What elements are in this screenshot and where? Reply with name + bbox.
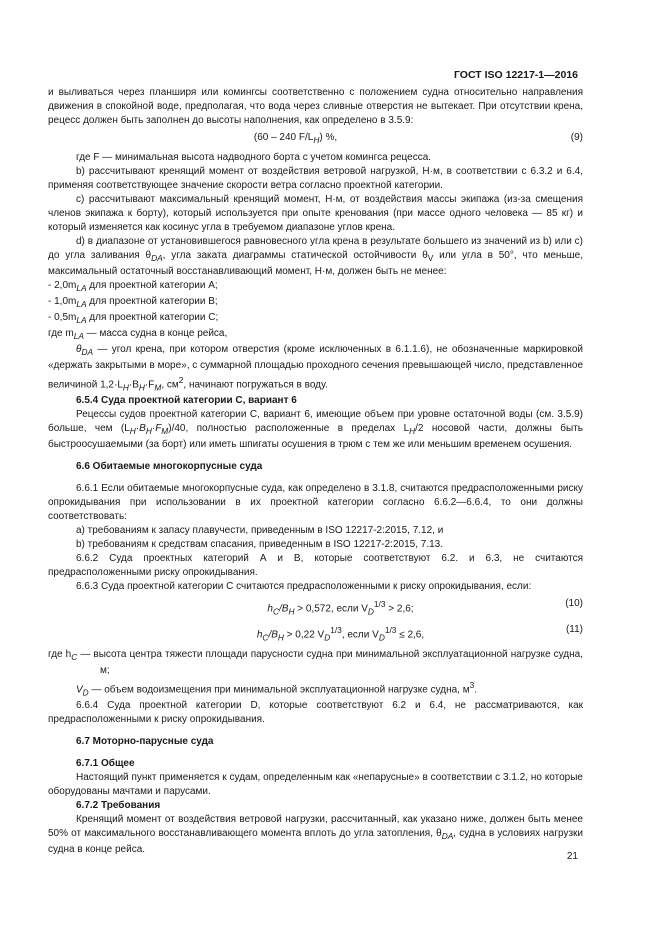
formula-9: (60 – 240 $F/L_H$) %, (9) [253, 132, 583, 145]
section-heading: 6.6 Обитаемые многокорпусные суда [76, 461, 263, 473]
section-heading: 6.7 Моторно-парусные суда [76, 736, 214, 748]
list-item: - $0,5m_{LA}$ для проектной категории С; [48, 312, 219, 325]
list-item: - $2,0m_{LA}$ для проектной категории А; [48, 280, 218, 293]
subsection-heading: 6.7.1 Общее [76, 758, 135, 770]
paragraph-intro: и выливаться через планширя или комингсы соответственно с положением судна относительно направления движения в спокойной воде, предполагая, что вода через сливные отверстия не вытекает. При отсутствии крена, рецесс должен быть заполнен до высоты наполнения, как определено в 3.5.9: [48, 87, 583, 126]
subsection-heading: 6.7.2 Требования [76, 800, 161, 812]
list-item: - $1,0m_{LA}$ для проектной категории В; [48, 296, 218, 309]
item-d: d) в диапазоне от установившегося равновесного угла крена в результате большего из значений из b) или c) до угла заливания $\theta_{DA}$, угла заката диаграммы статической остойчивости $\theta_V$ или угла в 50°, что меньше, максимальный остаточный восстанавливающий момент, Н·м, должен быть не менее: [48, 236, 583, 277]
page-body: и выливаться через планширя или комингсы соответственно с положением судна относительно направления движения в спокойной воде, предполагая, что вода через сливные отверстия не вытекает. При отсутствии крена, рецесс должен быть заполнен до высоты наполнения, как определено в 3.5.9: (60 – 240 $F/L_H$) %, (9) где F — минимальная высота надводного борта с учетом комингса рецесса. b) рассчитывают кренящий момент от воздействия ветровой нагрузкой, Н·м, в соответствии с 6.3.2 и 6.4, применяя соответствующее значение скорости ветра согласно проектной категории. c) рассчитывают максимальный кренящий момент, Н·м, от воздействия массы экипажа (из-за смещения членов экипажа к борту), который используется при опыте кренования (при массе одного человека — 85 кг) и который изменяется как косинус угла в требуемом диапазоне углов крена. d) в диапазоне от установившегося равновесного угла крена в результате большего из значений из b) или c) до угла заливания $\theta_{DA}$, угла заката диаграммы статической остойчивости $\theta_V$ или угла в 50°, что меньше, максимальный остаточный восстанавливающий момент, Н·м, должен быть не менее: - $2,0m_{LA}$ для проектной категории А; - $1,0m_{LA}$ для проектной категории В; - $0,5m_{LA}$ для проектной категории С; где $m_{LA}$ — масса судна в конце рейса, $\theta_{DA}$ — угол крена, при котором отверстия (кроме исключенных в 6.1.1.6), не обозначенные маркировкой «держать закрытыми в море», с суммарной площадью проходного сечения превышающей число, представленное величиной $1,2\cdot L_H\cdot B_H\cdot F_M$, $см^2$, начинают погружаться в воду. 6.5.4 Суда проектной категории С, вариант 6 Рецессы судов проектной категории С, вариант 6, имеющие объем при уровне остаточной воды (см. 3.5.9) больше, чем $(L_H\cdot B_H\cdot F_M)/40$, полностью расположенные в пределах $L_H/2$ носовой части, должны быть быстроосушаемыми (за борт) или иметь шпигаты осушения в трюм с тем же или меньшим временем осушения. 6.6 Обитаемые многокорпусные суда 6.6.1 Если обитаемые многокорпусные суда, как определено в 3.1.8, считаются предрасположенными риску опрокидывания при использовании в их проектной категории согласно 6.6.2—6.6.4, то они должны соответствовать: a) требованиям к запасу плавучести, приведенным в ISO 12217-2:2015, 7.12, и b) требованиям к средствам спасания, приведенным в ISO 12217-2:2015, 7.13. 6.6.2 Суда проектных категорий А и В, которые соответствуют 6.2. и 6.3, не считаются предрасположенными риску опрокидывания. 6.6.3 Суда проектной категории С считаются предрасположенными к риску опрокидывания, если: $h_C/B_H > 0,572$, если $V_D^{1/3} > 2,6$; (10) $h_C/B_H > 0,22$ $V_D^{1/3}$, если $V_D^{1/3} \le 2,6$, (11) где $h_C$ — высота центра тяжести площади парусности судна при минимальной эксплуатационной нагрузке судна, м; $V_D$ — объем водоизмещения при минимальной эксплуатационной нагрузке судна, $м^3$. 6.6.4 Суда проектной категории D, которые соответствуют 6.2 и 6.4, не рассматриваются, как предрасположенными к риску опрокидывания. 6.7 Моторно-парусные суда 6.7.1 Общее Настоящий пункт применяется к судам, определенным как «непарусные» в соответствии с 3.1.2, но которые оборудованы мачтами и парусами. 6.7.2 Требования Кренящий момент от воздействия ветровой нагрузки, рассчитанный, как указано ниже, должен быть менее 50% от максимального восстанавливающего момента вплоть до угла затопления, $\theta_{DA}$, судна в условиях нагрузки судна в конце рейса. [48, 87, 583, 856]
formula-11: $h_C/B_H > 0,22$ $V_D^{1/3}$, если $V_D^{1/3} \le 2,6$, (11) [256, 623, 583, 642]
formula-10: $h_C/B_H > 0,572$, если $V_D^{1/3} > 2,6$; (10) [267, 598, 583, 617]
page-number: 21 [566, 851, 578, 862]
section-heading: 6.5.4 Суда проектной категории С, вариант 6 [76, 395, 297, 407]
standard-header: ГОСТ ISO 12217-1—2016 [453, 69, 578, 81]
